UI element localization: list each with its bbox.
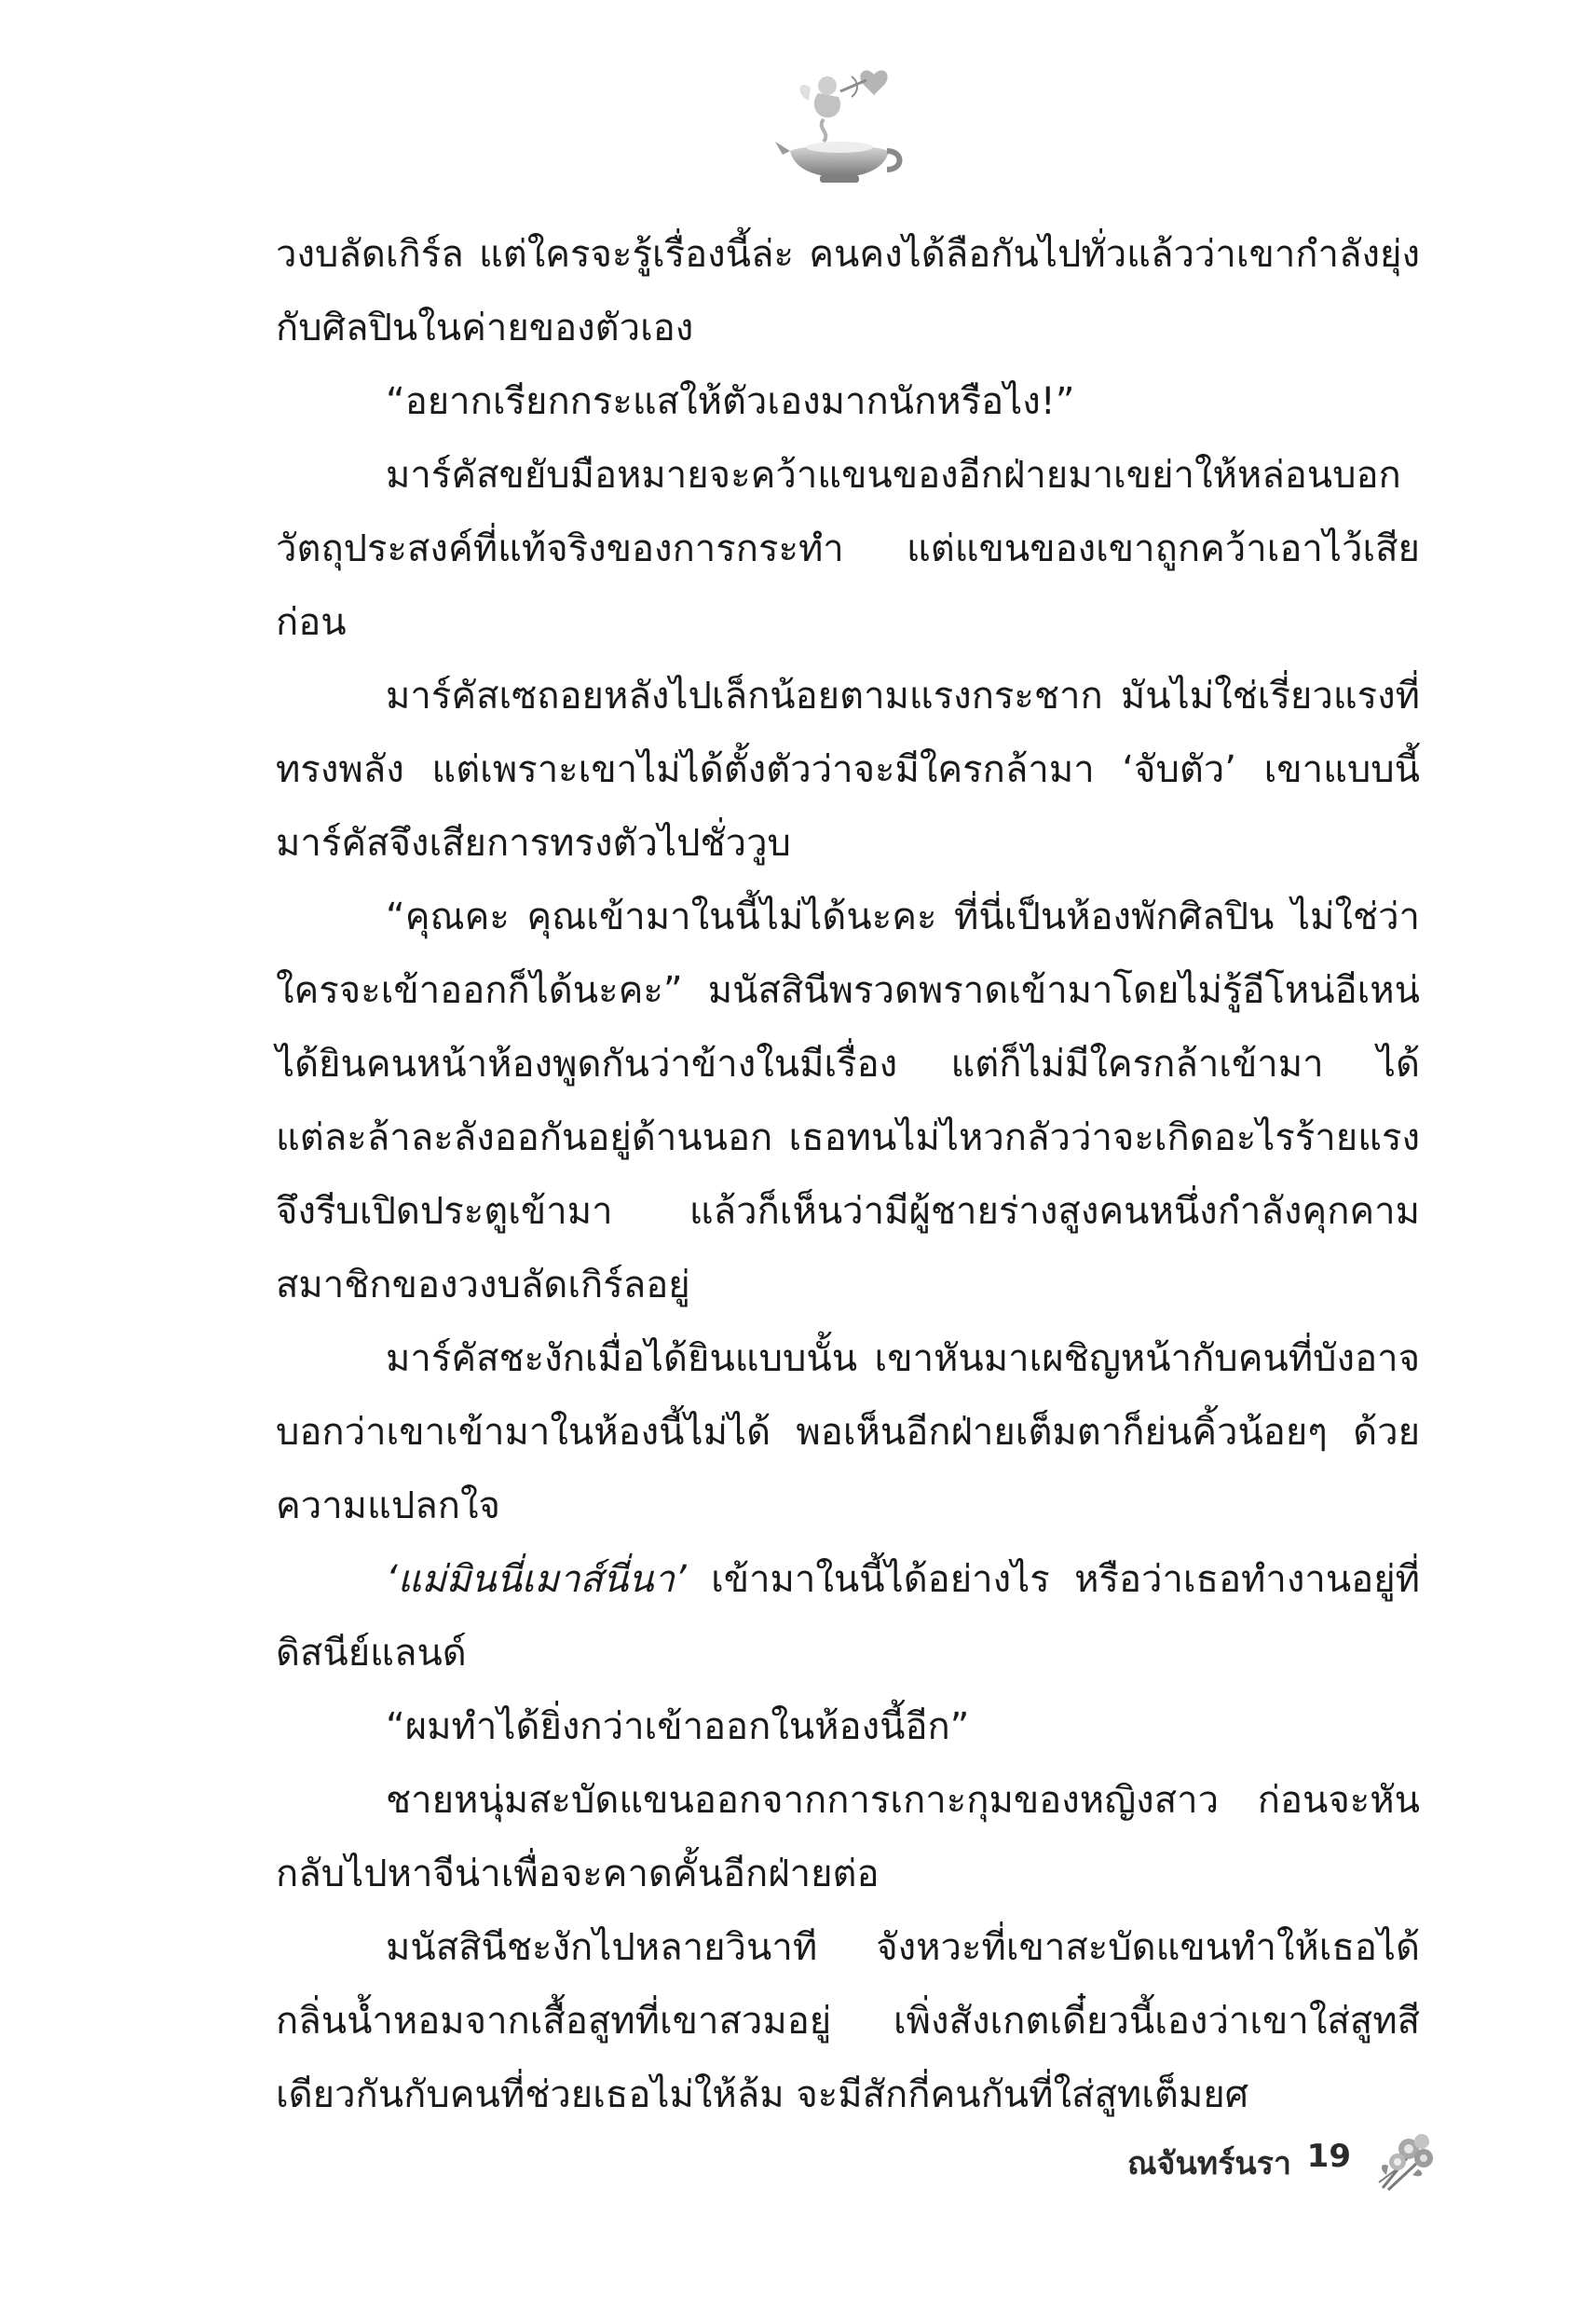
paragraph-8: “ผมทำได้ยิ่งกว่าเข้าออกในห้องนี้อีก” [386, 1705, 970, 1748]
paragraph-6: มาร์คัสชะงักเมื่อได้ยินแบบนั้น เขาหันมาเผชิญหน้ากับคนที่บังอาจบอกว่าเขาเข้ามาในห้องนี้ไม่ได้ พอเห็นอีกฝ่ายเต็มตาก็ย่นคิ้วน้อยๆ ด้วยความแปลกใจ [276, 1337, 1420, 1527]
paragraph-7-text: เข้ามาในนี้ได้อย่างไร หรือว่าเธอทำงานอยู่ที่ดิสนีย์แลนด์ [276, 1558, 1420, 1675]
paragraph-9: ชายหนุ่มสะบัดแขนออกจากการเกาะกุมของหญิงสาว ก่อนจะหันกลับไปหาจีน่าเพื่อจะคาดคั้นอีกฝ่ายต่อ [276, 1779, 1420, 1895]
paragraph-1: วงบลัดเกิร์ล แต่ใครจะรู้เรื่องนี้ล่ะ คนคงได้ลือกันไปทั่วแล้วว่าเขากำลังยุ่งกับศิลปินในค่ายของตัวเอง [276, 233, 1420, 349]
italic-thought: ‘แม่มินนี่เมาส์นี่นา’ [386, 1558, 687, 1601]
paragraph-7 [276, 1543, 1420, 1690]
body-text [276, 218, 1420, 2132]
paragraph-3: มาร์คัสขยับมือหมายจะคว้าแขนของอีกฝ่ายมาเขย่าให้หล่อนบอกวัตถุประสงค์ที่แท้จริงของการกระทำ แต่แขนของเขาถูกคว้าเอาไว้เสียก่อน [276, 454, 1420, 644]
page-number: 19 [1306, 2138, 1351, 2175]
paragraph-5: “คุณคะ คุณเข้ามาในนี้ไม่ได้นะคะ ที่นี่เป็นห้องพักศิลปิน ไม่ใช่ว่าใครจะเข้าออกก็ได้นะคะ” มนัสสินีพรวดพราดเข้ามาโดยไม่รู้อีโหน่อีเหน่ ได้ยินคนหน้าห้องพูดกันว่าข้างในมีเรื่อง แต่ก็ไม่มีใครกล้าเข้ามา ได้แต่ละล้าละลังออกันอยู่ด้านนอก เธอทนไม่ไหวกลัวว่าจะเกิดอะไรร้ายแรงจึงรีบเปิดประตูเข้ามา แล้วก็เห็นว่ามีผู้ชายร่างสูงคนหนึ่งกำลังคุกคามสมาชิกของวงบลัดเกิร์ลอยู่ [276, 896, 1420, 1306]
paragraph-2: “อยากเรียกกระแสให้ตัวเองมากนักหรือไง!” [386, 380, 1075, 423]
page-footer [1127, 2121, 1444, 2205]
author-name: ณจันทร์นรา [1127, 2145, 1291, 2182]
flower-bouquet-icon [1370, 2121, 1444, 2195]
paragraph-4: มาร์คัสเซถอยหลังไปเล็กน้อยตามแรงกระชาก มันไม่ใช่เรี่ยวแรงที่ทรงพลัง แต่เพราะเขาไม่ได้ตั้งตัวว่าจะมีใครกล้ามา ‘จับตัว’ เขาแบบนี้ มาร์คัสจึงเสียการทรงตัวไปชั่ววูบ [276, 675, 1420, 865]
paragraph-10: มนัสสินีชะงักไปหลายวินาที จังหวะที่เขาสะบัดแขนทำให้เธอได้กลิ่นน้ำหอมจากเสื้อสูทที่เขาสวมอยู่ เพิ่งสังเกตเดี๋ยวนี้เองว่าเขาใส่สูทสีเดียวกันกับคนที่ช่วยเธอไม่ให้ล้ม จะมีสักกี่คนกันที่ใส่สูทเต็มยศ [276, 1926, 1420, 2116]
cupid-teapot-ornament-icon [770, 54, 909, 194]
